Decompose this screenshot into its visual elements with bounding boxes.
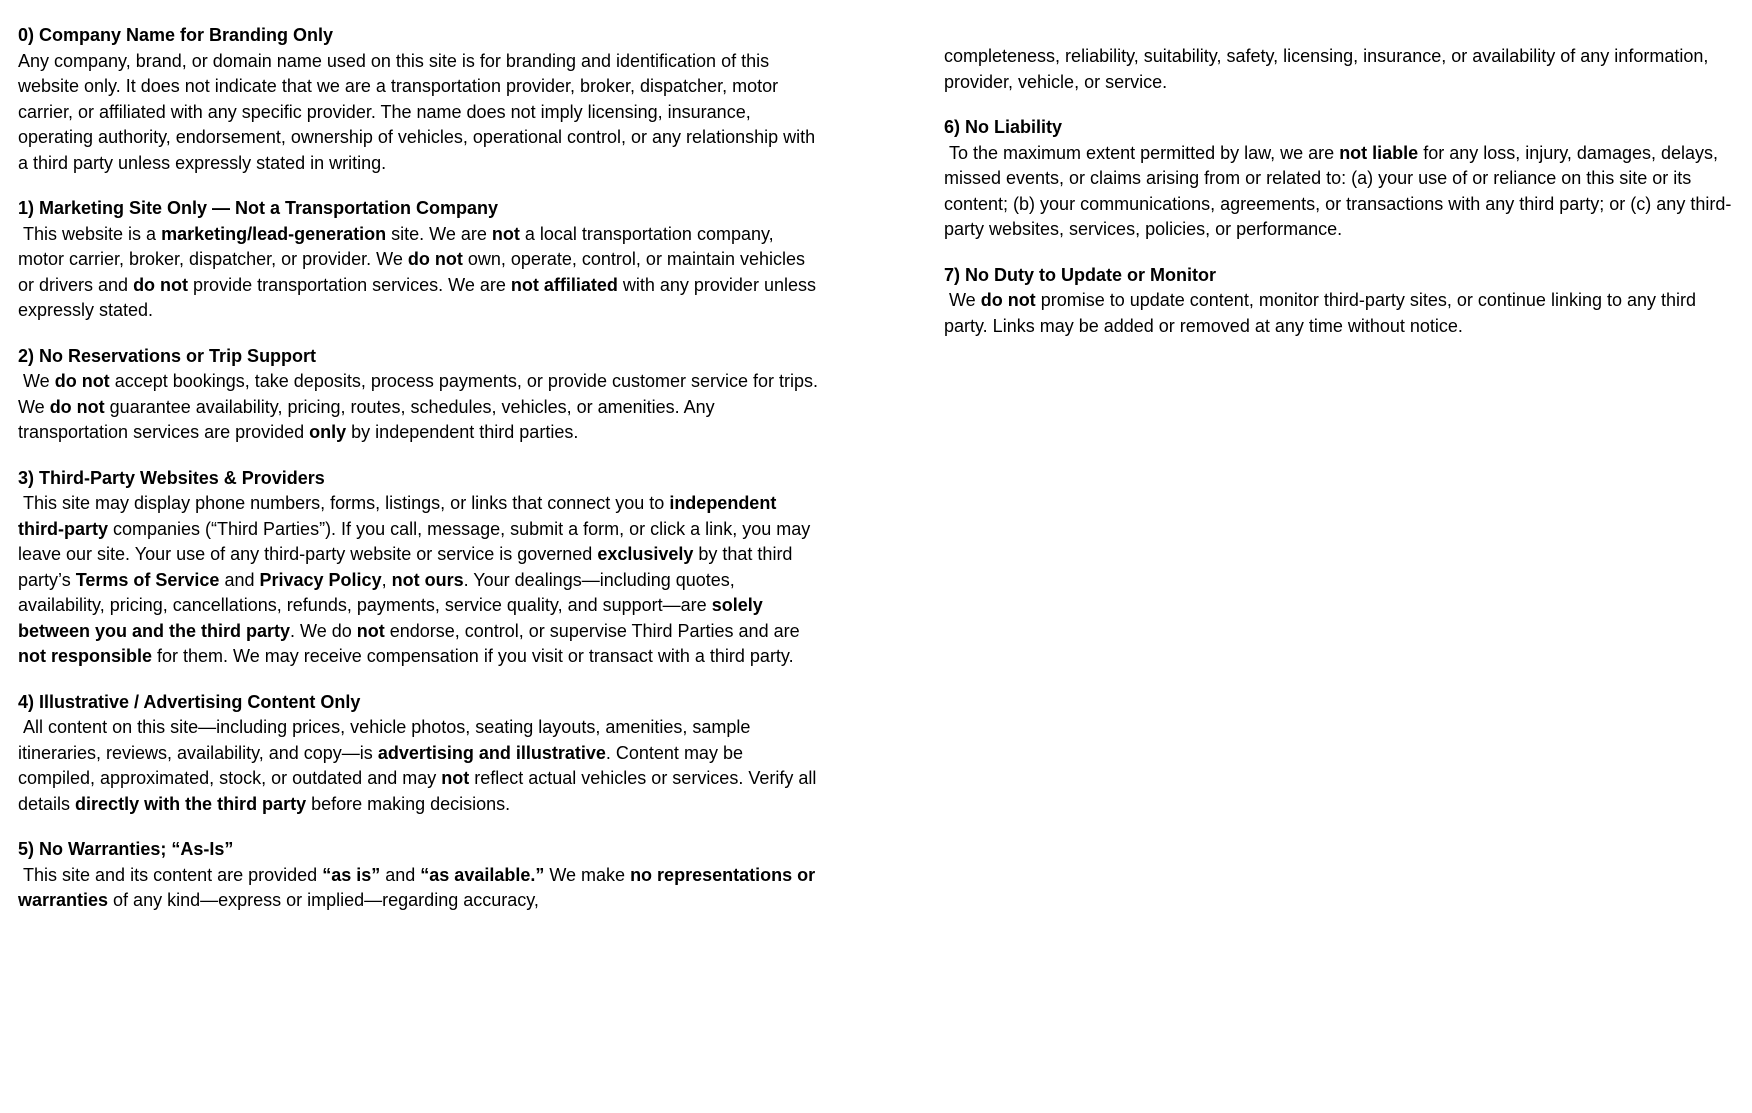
- section-heading: 6) No Liability: [944, 117, 1063, 137]
- disclaimer-section: [18, 466, 818, 670]
- disclaimer-section: [18, 344, 824, 446]
- section-heading: 4) Illustrative / Advertising Content Only: [18, 691, 361, 712]
- section-heading: 3) Third-Party Websites & Providers: [18, 467, 325, 488]
- section-body: Any company, brand, or domain name used on this site is for branding and identification of this website only. It does not indicate that we are a transportation provider, broker, dispatcher, motor carrier, or affiliated with any specific provider. The name does not imply licensing, insurance, operating authority, endorsement, ownership of vehicles, operational control, or any relationship with a third party unless expressly stated in writing.: [18, 50, 821, 173]
- section-heading: 1) Marketing Site Only — Not a Transportation Company: [18, 198, 499, 218]
- disclaimer-section: [18, 690, 822, 818]
- section-body: All content on this site—including prices, vehicle photos, seating layouts, amenities, sample itineraries, reviews, availability, and copy—is advertising and illustrative. Content may be compiled, approximated, stock, or outdated and may not reflect actual vehicles or services. Verify all details directly with the third party before making decisions.: [18, 717, 822, 814]
- section-body: We do not promise to update content, monitor third-party sites, or continue linking to any third party. Links may be added or removed at any time without notice.: [944, 290, 1702, 336]
- section-body: This website is a marketing/lead-generation site. We are not a local transportation company, motor carrier, broker, dispatcher, or provider. We do not own, operate, control, or maintain vehicles or drivers and do not provide transportation services. We are not affiliated with any provider unless expressly stated.: [18, 223, 821, 320]
- section-heading: 7) No Duty to Update or Monitor: [944, 264, 1216, 285]
- disclaimer-section: [18, 837, 821, 914]
- disclaimer-section: [944, 115, 1744, 243]
- section-body: completeness, reliability, suitability, safety, licensing, insurance, or availability of any information, provider, vehicle, or service.: [944, 46, 1714, 92]
- section-body: This site may display phone numbers, forms, listings, or links that connect you to independent third-party companies (“Third Parties”). If you call, message, submit a form, or click a link, you may leave our site. Your use of any third-party website or service is governed exclusively by that third party’s Terms of Service and Privacy Policy, not ours. Your dealings—including quotes, availability, pricing, cancellations, refunds, payments, service quality, and support—are solely between you and the third party. We do not endorse, control, or supervise Third Parties and are not responsible for them. We may receive compensation if you visit or transact with a third party.: [18, 493, 816, 666]
- disclaimer-column-left: [18, 23, 824, 914]
- section-body: To the maximum extent permitted by law, we are not liable for any loss, injury, damages, delays, missed events, or claims arising from or related to: (a) your use of or reliance on this site or its content; (b) your communications, agreements, or transactions with any third party; or (c) any third-party websites, services, policies, or performance.: [944, 142, 1732, 239]
- section-heading: 0) Company Name for Branding Only: [18, 25, 334, 45]
- section-body: This site and its content are provided “as is” and “as available.” We make no representations or warranties of any kind—express or implied—regarding accuracy,: [18, 864, 821, 910]
- section-heading: 2) No Reservations or Trip Support: [18, 345, 317, 366]
- disclaimer-section: [944, 263, 1744, 340]
- section-body: We do not accept bookings, take deposits, process payments, or provide customer service for trips. We do not guarantee availability, pricing, routes, schedules, vehicles, or amenities. Any transportation services are provided only by independent third parties.: [18, 371, 824, 442]
- disclaimer-section: [18, 23, 821, 176]
- disclaimer-section: [18, 196, 821, 324]
- section-heading: 5) No Warranties; “As-Is”: [18, 839, 234, 859]
- disclaimer-section: [944, 44, 1744, 95]
- disclaimer-column-right: [944, 44, 1744, 339]
